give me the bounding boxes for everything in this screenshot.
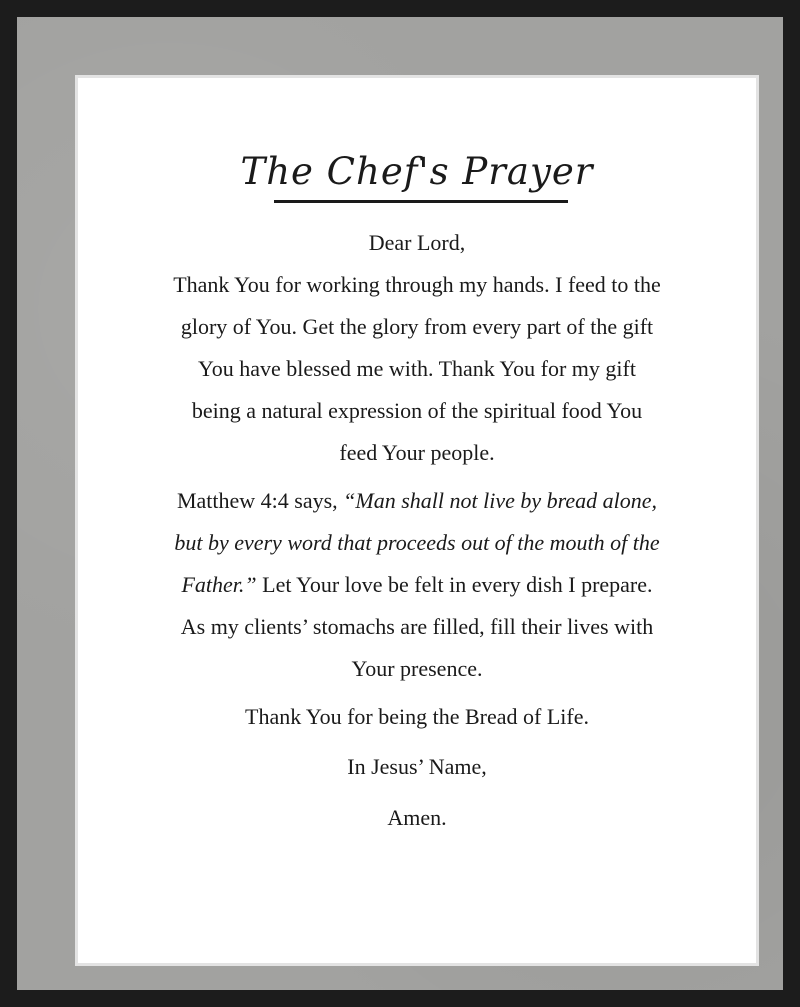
scripture-quote: “Man shall not live by bread alone, [343, 488, 658, 513]
paragraph2-line: As my clients’ stomachs are filled, fill their lives with [180, 614, 654, 639]
paragraph2-line [78, 488, 756, 514]
closing-line: Thank You for being the Bread of Life. [245, 704, 589, 729]
closing-amen: Amen. [387, 805, 447, 830]
paragraph1-line: feed Your people. [339, 440, 495, 465]
title-underline [274, 200, 568, 203]
frame-mat [17, 17, 783, 990]
closing-line: In Jesus’ Name, [347, 754, 487, 779]
paragraph2-line [78, 572, 756, 598]
paragraph2-text: Let Your love be felt in every dish I prepare. [256, 572, 653, 597]
greeting: Dear Lord, [368, 230, 466, 255]
prayer-title: The Chef's Prayer [240, 150, 594, 193]
scripture-reference: Matthew 4:4 says, [176, 488, 344, 513]
paragraph1-line: being a natural expression of the spiritual food You [191, 398, 643, 423]
scripture-quote: but by every word that proceeds out of the mouth of the [174, 530, 660, 555]
prayer-paper [75, 75, 759, 966]
paragraph1-line: You have blessed me with. Thank You for my gift [198, 356, 636, 381]
paragraph1-line: Thank You for working through my hands. I feed to the [173, 272, 661, 297]
paragraph1-line: glory of You. Get the glory from every part of the gift [180, 314, 654, 339]
paragraph2-line: Your presence. [351, 656, 483, 681]
scripture-quote: Father.” [181, 572, 257, 597]
